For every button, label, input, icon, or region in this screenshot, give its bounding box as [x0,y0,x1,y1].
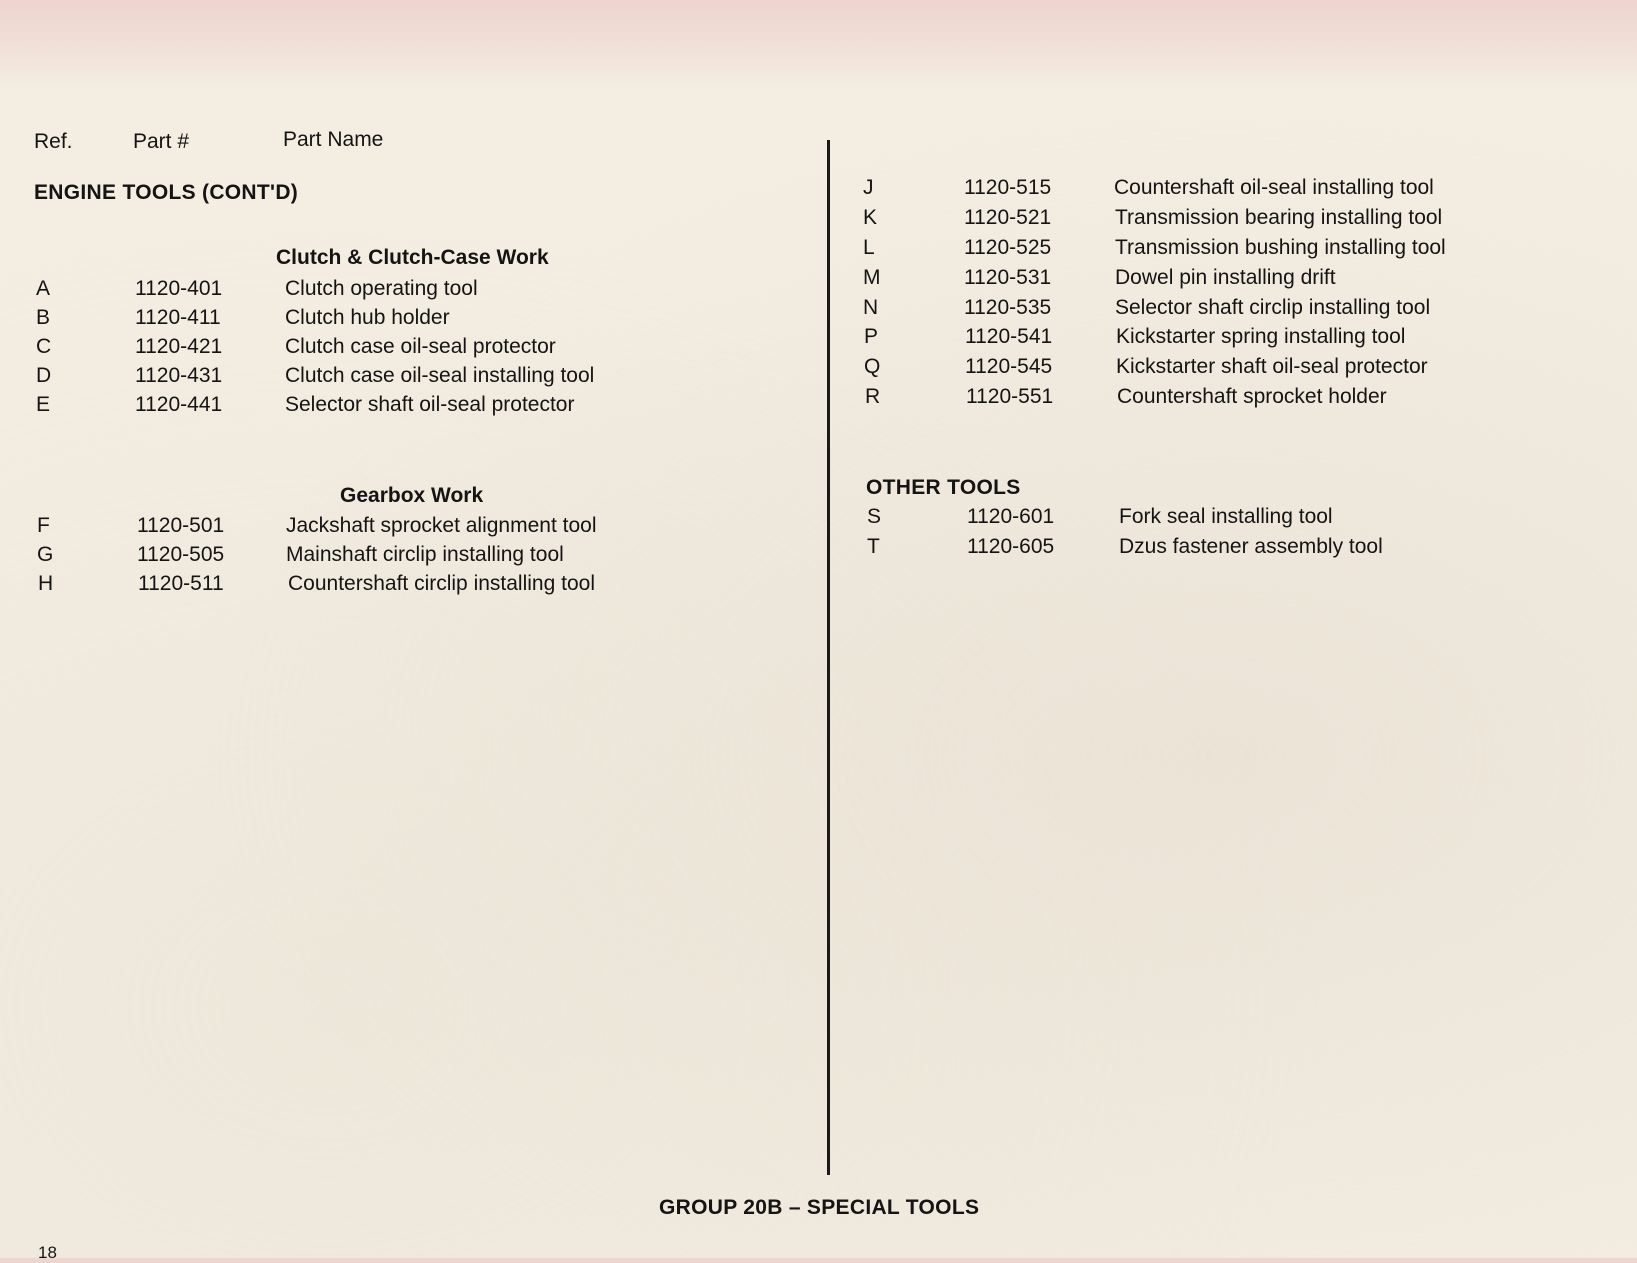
part-name-cell: Mainshaft circlip installing tool [286,543,564,566]
part-name-cell: Selector shaft circlip installing tool [1115,296,1431,319]
table-row [0,335,800,365]
ref-cell: M [863,266,881,289]
part-name-cell: Countershaft oil-seal installing tool [1114,176,1434,199]
part-number-cell: 1120-401 [135,277,223,300]
part-name-cell: Kickstarter shaft oil-seal protector [1116,355,1428,378]
part-name-cell: Countershaft circlip installing tool [288,572,595,595]
part-name-cell: Fork seal installing tool [1119,505,1333,528]
ref-cell: E [36,393,51,416]
part-number-cell: 1120-601 [967,505,1055,528]
ref-cell: Q [864,355,881,378]
part-name-column-header: Part Name [283,128,384,151]
table-row [860,266,1630,296]
part-number-cell: 1120-421 [135,335,223,358]
table-row [860,176,1630,206]
part-number-cell: 1120-545 [965,355,1053,378]
part-name-cell: Selector shaft oil-seal protector [285,393,575,416]
part-number-cell: 1120-511 [138,572,224,595]
part-name-cell: Clutch operating tool [285,277,478,300]
table-row [0,306,800,336]
table-row [0,364,800,394]
part-name-cell: Clutch case oil-seal protector [285,335,556,358]
table-row [860,505,1630,535]
group-title-footer: GROUP 20B – SPECIAL TOOLS [659,1196,980,1219]
ref-cell: A [36,277,51,300]
part-number-cell: 1120-515 [964,176,1052,199]
ref-cell: L [863,236,875,259]
part-number-cell: 1120-525 [964,236,1052,259]
part-name-cell: Dzus fastener assembly tool [1119,535,1383,558]
part-name-cell: Countershaft sprocket holder [1117,385,1387,408]
table-row [860,535,1630,565]
part-name-cell: Transmission bearing installing tool [1115,206,1443,229]
gearbox-subsection-title: Gearbox Work [340,484,484,507]
ref-cell: P [864,325,879,348]
table-row [0,572,800,602]
table-row [0,543,800,573]
ref-column-header: Ref. [34,130,73,153]
part-name-cell: Kickstarter spring installing tool [1116,325,1406,348]
ref-cell: B [36,306,51,329]
table-row [0,514,800,544]
engine-tools-section-title: ENGINE TOOLS (CONT'D) [34,181,299,204]
clutch-subsection-title: Clutch & Clutch-Case Work [276,246,549,269]
part-number-cell: 1120-501 [137,514,225,537]
ref-cell: F [37,514,50,537]
column-divider [827,140,830,1175]
part-number-cell: 1120-551 [966,385,1054,408]
part-number-cell: 1120-505 [137,543,225,566]
part-number-cell: 1120-541 [965,325,1053,348]
table-row [860,385,1630,415]
other-tools-section-title: OTHER TOOLS [866,476,1021,499]
table-row [860,236,1630,266]
ref-cell: R [865,385,881,408]
part-name-cell: Clutch case oil-seal installing tool [285,364,595,387]
part-name-cell: Dowel pin installing drift [1115,266,1336,289]
part-name-cell: Clutch hub holder [285,306,450,329]
table-row [860,296,1630,326]
part-number-cell: 1120-535 [964,296,1052,319]
part-number-cell: 1120-441 [135,393,223,416]
ref-cell: S [867,505,882,528]
ref-cell: C [36,335,52,358]
part-number-cell: 1120-411 [135,306,221,329]
part-number-cell: 1120-521 [964,206,1052,229]
part-name-cell: Jackshaft sprocket alignment tool [286,514,597,537]
part-number-cell: 1120-531 [964,266,1052,289]
part-number-column-header: Part # [133,130,190,153]
table-row [860,355,1630,385]
part-number-cell: 1120-605 [967,535,1055,558]
part-name-cell: Transmission bushing installing tool [1115,236,1446,259]
ref-cell: J [863,176,874,199]
ref-cell: D [36,364,52,387]
page-number: 18 [38,1243,57,1262]
table-row [0,393,800,423]
ref-cell: T [867,535,880,558]
ref-cell: N [863,296,879,319]
table-row [860,325,1630,355]
table-row [0,277,800,307]
ref-cell: H [38,572,54,595]
table-row [860,206,1630,236]
ref-cell: G [37,543,54,566]
ref-cell: K [863,206,878,229]
part-number-cell: 1120-431 [135,364,223,387]
